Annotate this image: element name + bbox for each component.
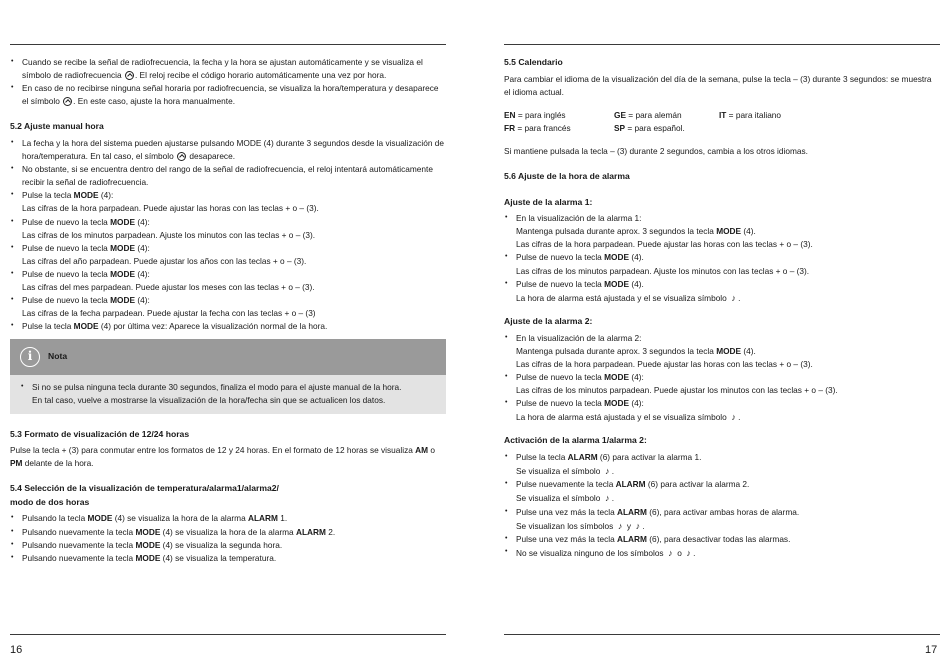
- list-item: • Cuando se recibe la señal de radiofrecuencia, la fecha y la hora se ajustan automáticamente y se visualiza el símbolo de radiofrecuencia . El reloj recibe el código horario automáticamente una vez por hora.: [10, 56, 446, 82]
- bell-icon: ♪: [604, 493, 610, 504]
- note-header: [10, 339, 446, 375]
- activation-heading: Activación de la alarma 1/alarma 2:: [504, 435, 647, 446]
- note-box: [10, 339, 446, 413]
- key-name: MODE: [87, 513, 113, 524]
- list-item: • Pulse de nuevo la tecla MODE (4): Las cifras de los minutos parpadean. Puede ajustar los minutos con las teclas + o – (3).: [504, 371, 940, 397]
- list-item: • Pulse de nuevo la tecla MODE (4): Las cifras de la fecha parpadean. Puede ajustar la fecha con las teclas + o – (3): [10, 294, 446, 320]
- key-name: ALARM: [617, 506, 647, 517]
- language-entry: FR = para francés: [504, 122, 571, 133]
- language-entry: SP = para español.: [614, 122, 685, 133]
- list-item-detail: Se visualiza el símbolo ♪ .: [516, 491, 940, 505]
- key-name: ALARM: [617, 533, 647, 544]
- list-item: • La fecha y la hora del sistema pueden ajustarse pulsando MODE (4) durante 3 segundos desde la visualización de hora/temperatura. En tal caso, el símbolo desaparece.: [10, 137, 446, 163]
- list-item-detail: Las cifras de los minutos parpadean. Ajuste los minutos con las teclas + o – (3).: [22, 229, 316, 240]
- note-line-1: • Si no se pulsa ninguna tecla durante 30 segundos, finaliza el modo para el ajuste manual de la hora.: [20, 381, 436, 394]
- list-item: • Pulse de nuevo la tecla MODE (4): La hora de alarma está ajustada y el se visualiza símbolo ♪ .: [504, 397, 940, 424]
- left-page: [10, 56, 446, 565]
- bell-icon: ♪: [617, 520, 623, 531]
- info-icon: i: [20, 347, 40, 367]
- section-5-4-list: [10, 512, 446, 564]
- bell-icon: ♪: [604, 466, 610, 477]
- list-item-detail: Las cifras del año parpadean. Puede ajustar los años con las teclas + o – (3).: [22, 255, 307, 266]
- key-name: ALARM: [247, 513, 278, 524]
- key-name: MODE: [604, 278, 630, 289]
- list-item-detail: La hora de alarma está ajustada y el se visualiza símbolo ♪ .: [516, 291, 940, 305]
- list-item: • Pulsando nuevamente la tecla MODE (4) se visualiza la hora de la alarma ALARM 2.: [10, 526, 446, 539]
- section-5-6-heading: 5.6 Ajuste de la hora de alarma: [504, 171, 630, 182]
- section-5-3-text: Pulse la tecla + (3) para conmutar entre los formatos de 12 y 24 horas. En el formato de 12 horas se visualiza AM o PM delante de la hora.: [10, 445, 435, 469]
- section-5-4-heading: 5.4 Selección de la visualización de temperatura/alarma1/alarma2/: [10, 483, 279, 494]
- top-rule-right: [504, 44, 940, 45]
- list-item: • Pulse de nuevo la tecla MODE (4): Las cifras de los minutos parpadean. Ajuste los minutos con las teclas + o – (3).: [10, 216, 446, 242]
- list-item-detail: Las cifras de la hora parpadean. Puede ajustar las horas con las teclas + o – (3).: [516, 358, 813, 369]
- list-item-detail: Las cifras de los minutos parpadean. Puede ajustar los minutos con las teclas + o – (3).: [516, 384, 838, 395]
- right-page: [504, 56, 940, 560]
- key-name: MODE: [73, 321, 99, 332]
- bottom-rule-right: [504, 634, 940, 635]
- key-name: MODE: [604, 252, 630, 263]
- radio-signal-icon: [125, 71, 134, 80]
- list-item: • En la visualización de la alarma 2: Mantenga pulsada durante aprox. 3 segundos la tecla MODE (4). Las cifras de la hora parpadean. Puede ajustar las horas con las teclas + o – (3).: [504, 332, 940, 371]
- bottom-rule-left: [10, 634, 446, 635]
- alarm-2-heading: Ajuste de la alarma 2:: [504, 315, 593, 326]
- section-5-4-heading-cont: modo de dos horas: [10, 496, 90, 507]
- language-grid: [504, 109, 940, 135]
- bell-icon: ♪: [731, 412, 736, 423]
- key-name: MODE: [135, 552, 161, 563]
- page-number-right: 17: [925, 644, 938, 656]
- list-item: • Pulse de nuevo la tecla MODE (4): Las cifras del mes parpadean. Puede ajustar los meses con las teclas + o – (3).: [10, 268, 446, 294]
- key-name: MODE: [110, 242, 136, 253]
- alarm-1-heading: Ajuste de la alarma 1:: [504, 196, 593, 207]
- list-item-detail: Las cifras de los minutos parpadean. Ajuste los minutos con las teclas + o – (3).: [516, 265, 810, 276]
- list-item: • Pulse una vez más la tecla ALARM (6), para activar ambas horas de alarma. Se visualizan los símbolos ♪ y ♪ .: [504, 506, 940, 533]
- alarm-1-list: [504, 212, 940, 305]
- key-name: MODE: [135, 539, 161, 550]
- key-name: MODE: [716, 226, 742, 237]
- language-entry: IT = para italiano: [719, 109, 782, 120]
- key-name: PM: [10, 458, 23, 469]
- list-item-detail: Se visualizan los símbolos ♪ y ♪ .: [516, 519, 940, 533]
- section-5-5-intro: Para cambiar el idioma de la visualización del día de la semana, pulse la tecla – (3) durante 3 segundos: se muestra el idioma actual.: [504, 73, 932, 97]
- list-item-detail: Las cifras del mes parpadean. Puede ajustar los meses con las teclas + o – (3).: [22, 281, 315, 292]
- list-item: • No obstante, si se encuentra dentro del rango de la señal de radiofrecuencia, el reloj intentará automáticamente recibir la señal de radiofrecuencia.: [10, 163, 446, 189]
- list-item: • En caso de no recibirse ninguna señal horaria por radiofrecuencia, se visualiza la hora/temperatura y desaparece el símbolo . En este caso, ajuste la hora manualmente.: [10, 82, 446, 108]
- list-item-detail: Las cifras de la hora parpadean. Puede ajustar las horas con las teclas + o – (3).: [22, 203, 319, 214]
- list-item: • Pulsando nuevamente la tecla MODE (4) se visualiza la temperatura.: [10, 552, 446, 565]
- intro-list: [10, 56, 446, 108]
- list-item: • Pulse una vez más la tecla ALARM (6), para desactivar todas las alarmas.: [504, 533, 940, 546]
- list-item: • Pulse de nuevo la tecla MODE (4). Las cifras de los minutos parpadean. Ajuste los minutos con las teclas + o – (3).: [504, 251, 940, 277]
- bell-icon: ♪: [686, 547, 691, 558]
- list-item: • En la visualización de la alarma 1: Mantenga pulsada durante aprox. 3 segundos la tecla MODE (4). Las cifras de la hora parpadean. Puede ajustar las horas con las teclas + o – (3).: [504, 212, 940, 251]
- language-entry: GE = para alemán: [614, 109, 682, 120]
- section-5-5-note: Si mantiene pulsada la tecla – (3) durante 2 segundos, cambia a los otros idiomas.: [504, 145, 808, 156]
- list-item-detail: Las cifras de la hora parpadean. Puede ajustar las horas con las teclas + o – (3).: [516, 239, 813, 250]
- list-item: • Pulse la tecla MODE (4) por última vez: Aparece la visualización normal de la hora.: [10, 320, 446, 333]
- key-name: MODE: [716, 345, 742, 356]
- key-name: ALARM: [615, 479, 646, 490]
- key-name: MODE: [110, 295, 136, 306]
- list-item: • Pulsando nuevamente la tecla MODE (4) se visualiza la segunda hora.: [10, 539, 446, 552]
- list-item-detail: Las cifras de la fecha parpadean. Puede ajustar la fecha con las teclas + o – (3): [22, 308, 316, 319]
- key-name: MODE: [135, 526, 161, 537]
- note-line-2: En tal caso, vuelve a mostrarse la visualización de la hora/fecha sin que se actualicen los datos.: [32, 395, 386, 406]
- bell-icon: ♪: [731, 292, 736, 303]
- page-number-left: 16: [10, 644, 23, 656]
- note-body: [10, 375, 446, 413]
- list-item: • Pulse de nuevo la tecla MODE (4): Las cifras del año parpadean. Puede ajustar los años con las teclas + o – (3).: [10, 242, 446, 268]
- key-name: MODE: [73, 190, 99, 201]
- section-5-5-heading: 5.5 Calendario: [504, 57, 563, 67]
- list-item-detail: La hora de alarma está ajustada y el se visualiza símbolo ♪ .: [516, 410, 940, 424]
- top-rule-left: [10, 44, 446, 45]
- activation-list: [504, 451, 940, 560]
- language-entry: EN = para inglés: [504, 109, 566, 120]
- list-item-detail: Mantenga pulsada durante aprox. 3 segundos la tecla MODE (4).: [516, 226, 756, 237]
- bell-icon: ♪: [635, 520, 641, 531]
- list-item-detail: Se visualiza el símbolo ♪ .: [516, 464, 940, 478]
- list-item: • Pulse de nuevo la tecla MODE (4). La hora de alarma está ajustada y el se visualiza símbolo ♪ .: [504, 278, 940, 305]
- key-name: MODE: [604, 398, 630, 409]
- key-name: ALARM: [295, 526, 326, 537]
- key-name: MODE: [110, 268, 136, 279]
- section-5-2-heading: 5.2 Ajuste manual hora: [10, 121, 104, 132]
- key-name: MODE: [604, 371, 630, 382]
- list-item: • No se visualiza ninguno de los símbolos ♪ o ♪ .: [504, 546, 940, 560]
- key-name: ALARM: [567, 451, 598, 462]
- list-item-detail: Mantenga pulsada durante aprox. 3 segundos la tecla MODE (4).: [516, 345, 756, 356]
- list-item: • Pulse la tecla ALARM (6) para activar la alarma 1. Se visualiza el símbolo ♪ .: [504, 451, 940, 478]
- list-item: • Pulsando la tecla MODE (4) se visualiza la hora de la alarma ALARM 1.: [10, 512, 446, 525]
- note-label: Nota: [48, 351, 68, 362]
- list-item: • Pulse nuevamente la tecla ALARM (6) para activar la alarma 2. Se visualiza el símbolo ♪ .: [504, 478, 940, 505]
- section-5-2-list: [10, 137, 446, 333]
- key-name: AM: [415, 445, 429, 456]
- key-name: MODE: [110, 216, 136, 227]
- bell-icon: ♪: [668, 547, 673, 558]
- list-item: • Pulse la tecla MODE (4): Las cifras de la hora parpadean. Puede ajustar las horas con las teclas + o – (3).: [10, 189, 446, 215]
- section-5-3-heading: 5.3 Formato de visualización de 12/24 horas: [10, 428, 190, 439]
- radio-signal-icon: [63, 97, 72, 106]
- radio-signal-icon: [177, 152, 186, 161]
- alarm-2-list: [504, 332, 940, 425]
